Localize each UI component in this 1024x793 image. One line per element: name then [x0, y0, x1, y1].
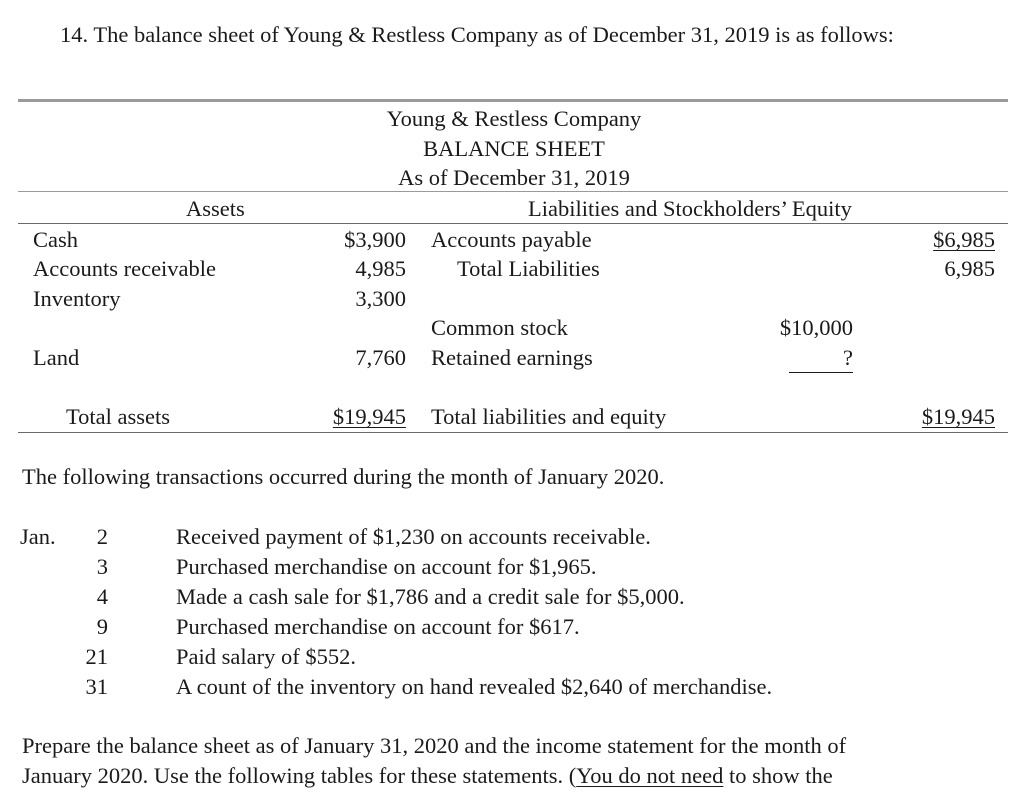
instructions-line-1: Prepare the balance sheet as of January 31, 2020 and the income statement for the month of — [22, 733, 847, 758]
transaction-day: 4 — [96, 584, 108, 609]
sheet-bottom-rule — [18, 432, 1008, 433]
liabilities-equity-header: Liabilities and Stockholders’ Equity — [528, 196, 852, 221]
question-heading: 14. The balance sheet of Young & Restless Company as of December 31, 2019 is as follows: — [60, 22, 894, 47]
transaction-text: Purchased merchandise on account for $617. — [176, 614, 580, 639]
transaction-day: 3 — [96, 554, 108, 579]
equity-label-common-stock: Common stock — [431, 315, 568, 340]
transaction-text: A count of the inventory on hand revealed $2,640 of merchandise. — [176, 674, 773, 699]
transaction-text: Received payment of $1,230 on accounts receivable. — [176, 524, 651, 549]
transaction-day: 31 — [85, 674, 108, 699]
instructions-text-end: to show the — [723, 763, 833, 788]
liab-label-total: Total Liabilities — [457, 256, 600, 281]
total-assets-label: Total assets — [66, 404, 171, 429]
instructions-text: January 2020. Use the following tables for these statements. ( — [22, 763, 577, 788]
liab-amount-ap: $6,985 — [933, 227, 995, 252]
instructions-emphasis: You do not need — [576, 763, 724, 788]
asset-amount-cash: $3,900 — [344, 227, 406, 252]
transactions-intro: The following transactions occurred during the month of January 2020. — [22, 464, 665, 489]
equity-amount-retained-earnings: ? — [843, 345, 853, 370]
transaction-day: 9 — [96, 614, 108, 639]
liab-amount-total: 6,985 — [944, 256, 995, 281]
transaction-day: 21 — [85, 644, 108, 669]
transaction-text: Made a cash sale for $1,786 and a credit sale for $5,000. — [176, 584, 685, 609]
equity-label-retained-earnings: Retained earnings — [431, 345, 593, 370]
total-liab-equity-amount: $19,945 — [921, 404, 995, 429]
instructions-line-2 — [22, 765, 833, 788]
sheet-title: BALANCE SHEET — [423, 136, 605, 161]
company-name: Young & Restless Company — [386, 106, 642, 131]
liab-label-ap: Accounts payable — [431, 227, 592, 252]
retained-earnings-underline — [789, 372, 853, 373]
sheet-top-rule — [18, 99, 1008, 102]
header-rule — [18, 191, 1008, 192]
asset-amount-land: 7,760 — [355, 345, 406, 370]
sheet-date: As of December 31, 2019 — [398, 165, 630, 190]
assets-header: Assets — [186, 196, 245, 221]
total-liab-equity-label: Total liabilities and equity — [431, 404, 667, 429]
asset-amount-ar: 4,985 — [355, 256, 406, 281]
total-assets-amount: $19,945 — [332, 404, 406, 429]
asset-label-ar: Accounts receivable — [33, 256, 217, 281]
column-header-rule — [18, 223, 1008, 224]
transaction-text: Paid salary of $552. — [176, 644, 356, 669]
asset-label-inventory: Inventory — [33, 286, 121, 311]
asset-amount-inventory: 3,300 — [355, 286, 406, 311]
asset-label-land: Land — [33, 345, 80, 370]
month-label: Jan. — [20, 524, 56, 549]
asset-label-cash: Cash — [33, 227, 78, 252]
transaction-day: 2 — [96, 524, 108, 549]
equity-amount-common-stock: $10,000 — [779, 315, 853, 340]
transaction-text: Purchased merchandise on account for $1,965. — [176, 554, 597, 579]
